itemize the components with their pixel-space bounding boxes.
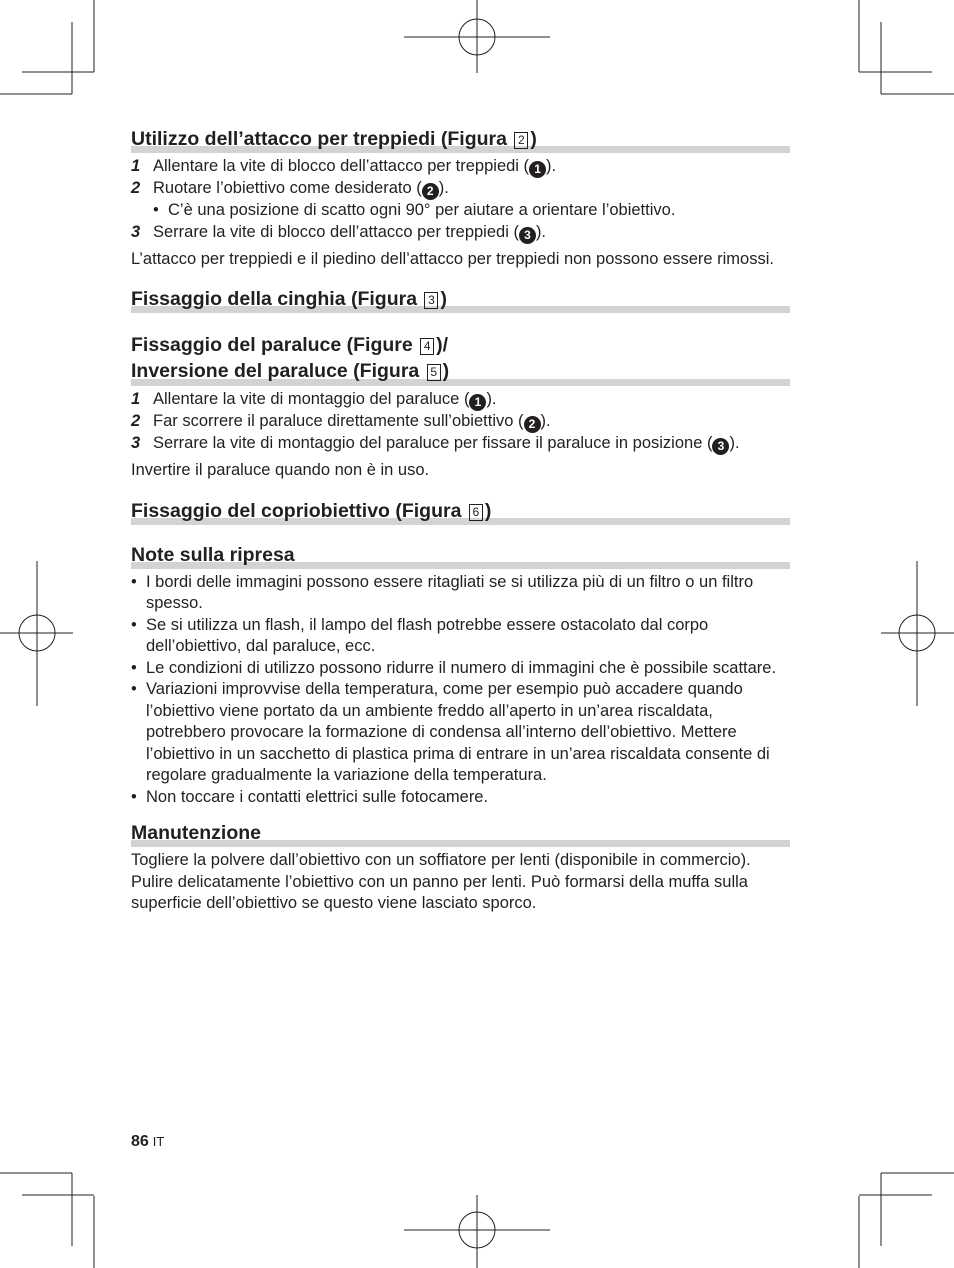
section-title: Fissaggio del copriobiettivo (Figura 6 ) [131, 499, 492, 522]
section-strap [131, 288, 790, 313]
callout-number-icon: 2 [524, 416, 541, 433]
callout-number-icon: 3 [712, 438, 729, 455]
list-item: • Le condizioni di utilizzo possono ridurre il numero di immagini che è possibile scattare. [131, 658, 777, 677]
list-item: • Variazioni improvvise della temperatura, come per esempio può accadere quando l’obiettivo viene portato da un ambiente freddo all’aperto in un’area riscaldata, potrebbero provocare la formazione di condensa all’interno dell’obiettivo. Mettere l’obiettivo in un sacchetto di plastica prima di entrare in un’area riscaldata consente di regolare gradualmente la variazione della temperatura. [131, 680, 770, 784]
section-title: Utilizzo dell’attacco per treppiedi (Figura 2 ) [131, 128, 537, 150]
figure-number-box: 3 [424, 292, 438, 309]
callout-number-icon: 3 [519, 227, 536, 244]
step-item: 3 Serrare la vite di blocco dell’attacco per treppiedi ( 3 ). [131, 222, 547, 242]
step-item: 2 Ruotare l’obiettivo come desiderato ( 2 ). [131, 179, 449, 198]
section-title: Fissaggio della cinghia (Figura 3 ) [131, 288, 447, 310]
figure-number-box: 6 [469, 504, 483, 521]
registration-target-bottom [404, 1195, 550, 1268]
registration-target-right [881, 561, 954, 706]
list-item: • Non toccare i contatti elettrici sulle fotocamere. [131, 787, 489, 806]
step-item: 1 Allentare la vite di montaggio del paraluce ( 1 ). [131, 390, 497, 409]
sub-bullet-item: • C’è una posizione di scatto ogni 90° per aiutare a orientare l’obiettivo. [153, 201, 676, 219]
section-maintenance [131, 822, 790, 915]
language-code: IT [152, 1134, 165, 1149]
callout-number-icon: 2 [422, 183, 439, 200]
step-item: 1 Allentare la vite di blocco dell’attacco per treppiedi ( 1 ). [131, 157, 557, 176]
step-number: 3 [131, 222, 141, 241]
maintenance-paragraph: Togliere la polvere dall’obiettivo con un soffiatore per lenti (disponibile in commercio). Pulire delicatamente l’obiettivo con un panno per lenti. Può formarsi della muffa sulla superficie dell’obiettivo se questo viene lasciato sporco. [131, 851, 751, 912]
page-number: 86 [131, 1133, 149, 1150]
section-title: Fissaggio del paraluce (Figure 4 )/ Inversione del paraluce (Figura 5 ) [131, 334, 450, 382]
step-number: 2 [131, 179, 141, 197]
figure-number-box: 5 [427, 364, 441, 381]
page-footer [131, 1133, 164, 1151]
section-title: Manutenzione [131, 822, 261, 844]
step-number: 1 [131, 390, 141, 408]
figure-number-box: 4 [420, 338, 434, 355]
callout-number-icon: 1 [469, 394, 486, 411]
list-item: • Se si utilizza un flash, il lampo del flash potrebbe essere ostacolato dal corpo dell’obiettivo, dal paraluce, ecc. [131, 615, 709, 655]
note-paragraph: L’attacco per treppiedi e il piedino dell’attacco per treppiedi non possono essere rimossi. [131, 249, 774, 268]
section-title: Note sulla ripresa [131, 543, 295, 566]
note-paragraph: Invertire il paraluce quando non è in uso. [131, 461, 430, 479]
section-tripod [131, 128, 790, 270]
list-item: • I bordi delle immagini possono essere ritagliati se si utilizza più di un filtro o un filtro spesso. [131, 572, 754, 612]
callout-number-icon: 1 [529, 161, 546, 178]
page-content [131, 128, 790, 915]
figure-number-box: 2 [514, 132, 528, 149]
step-item: 3 Serrare la vite di montaggio del paraluce per fissare il paraluce in posizione ( 3 ). [131, 434, 740, 453]
section-hood [131, 332, 790, 482]
step-item: 2 Far scorrere il paraluce direttamente sull’obiettivo ( 2 ). [131, 412, 551, 431]
step-number: 1 [131, 157, 141, 175]
step-number: 2 [131, 412, 141, 430]
section-lens-cap [131, 500, 790, 525]
section-shooting-notes [131, 544, 790, 809]
registration-target-top [404, 0, 550, 73]
step-number: 3 [131, 434, 141, 452]
registration-target-left [0, 561, 73, 706]
